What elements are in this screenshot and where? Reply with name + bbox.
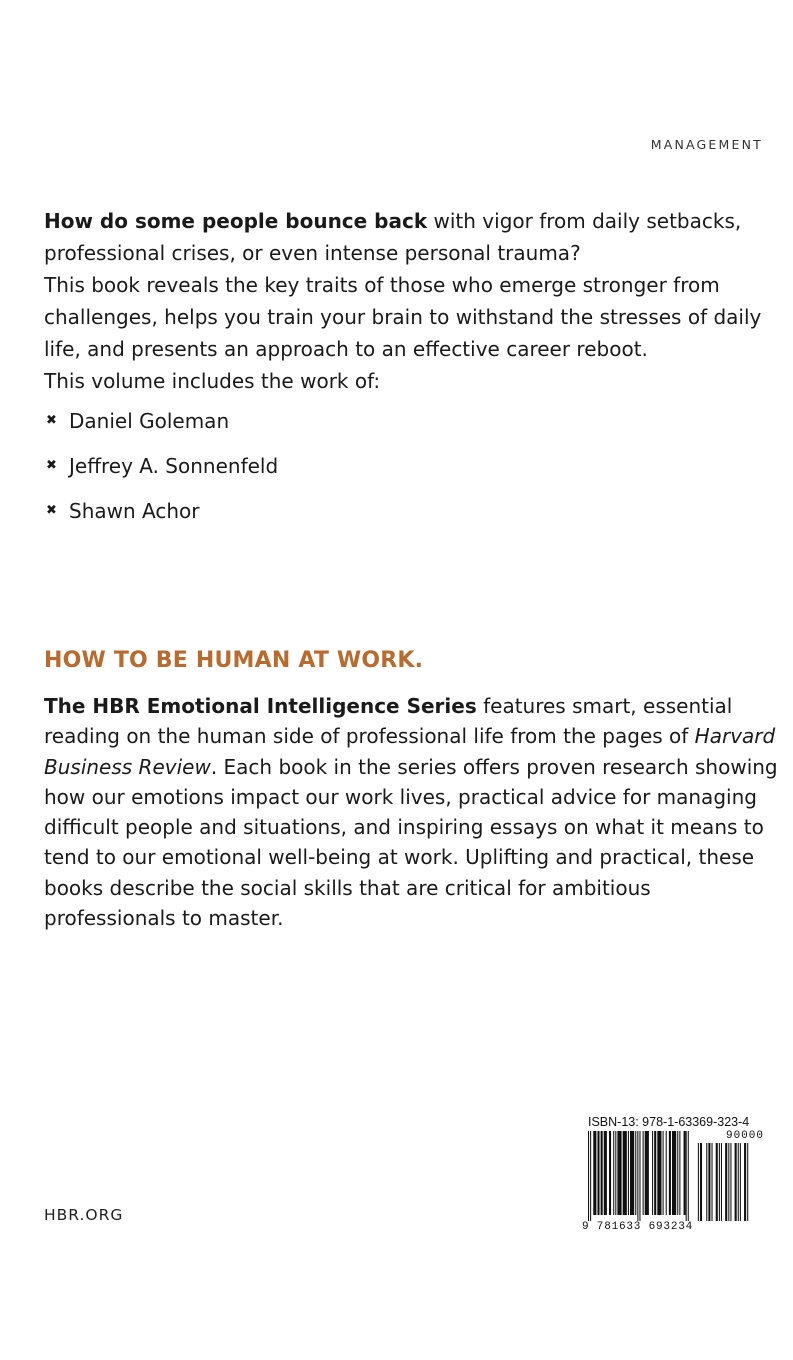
contributors-intro: This volume includes the work of: [44,369,381,393]
barcode-bar [645,1131,649,1215]
barcode-bar [744,1143,746,1221]
barcode-bar [730,1143,731,1221]
list-item [44,405,779,437]
barcode-bar [593,1131,596,1215]
bullet-icon: ✖ [46,413,57,428]
barcode-bar [698,1143,699,1221]
barcode-bar [663,1131,664,1215]
barcode-bar [677,1131,678,1215]
series-name: The HBR Emotional Intelligence Series [44,694,477,718]
barcode-block [582,1115,764,1239]
barcode-bar [672,1131,676,1215]
barcode-bar [588,1131,589,1221]
barcode-bar [657,1131,661,1215]
barcode-bar [712,1143,713,1221]
series-text-before: features smart, essential reading on the human side of professional life from the pages of [44,694,733,749]
bullet-icon: ✖ [46,458,57,473]
barcode-bar [688,1131,689,1221]
barcode-bar [740,1143,741,1221]
list-item [44,495,779,527]
barcode-bar [635,1131,636,1215]
barcode-bar [601,1131,603,1215]
barcode-bar [725,1143,727,1221]
barcode-bar [637,1131,638,1221]
barcode-bar [721,1143,722,1221]
barcode-bar [666,1131,667,1215]
barcode-bar [590,1131,591,1221]
barcode-bar [669,1131,671,1215]
barcode-bar [719,1143,720,1221]
price-code: 90000 [725,1130,764,1142]
barcode-bar [615,1131,616,1215]
barcode-bar [686,1131,687,1221]
barcode-bar [617,1131,621,1215]
isbn-label: ISBN-13: 978-1-63369-323-4 [588,1115,750,1129]
barcode-bar [609,1131,611,1215]
contributor-name: Shawn Achor [69,499,200,523]
description-block [44,205,779,540]
barcode-bar [597,1131,599,1215]
series-description [44,691,779,933]
bullet-icon: ✖ [46,503,57,518]
list-item [44,450,779,482]
barcode-bar [706,1143,707,1221]
barcode-bar [639,1131,640,1221]
lead-paragraph [44,205,779,269]
contributor-name: Jeffrey A. Sonnenfeld [69,454,279,478]
contributor-name: Daniel Goleman [69,409,230,433]
barcode-icon [588,1131,764,1225]
barcode-bar [628,1131,629,1215]
series-heading: HOW TO BE HUMAN AT WORK. [44,648,424,673]
barcode-bar [630,1131,634,1215]
barcode-bar [684,1131,686,1215]
barcode-bar [604,1131,607,1215]
barcode-bar [728,1143,729,1221]
lead-question-bold: How do some people bounce back [44,209,428,233]
barcode-bar [623,1131,627,1215]
contributor-list [44,405,779,527]
lead-question-rest: with vigor from daily setbacks, professional crises, or even intense personal trauma? [44,209,742,265]
summary-paragraph: This book reveals the key traits of those who emerge stronger from challenges, helps you train your brain to withstand the stresses of daily life, and presents an approach to an effective career reboot. [44,273,762,361]
barcode-bar [679,1131,680,1215]
barcode-bar [700,1143,702,1221]
series-text-after: . Each book in the series offers proven research showing how our emotions impact our work lives, practical advice for managing difficult people and situations, and inspiring essays on what it means to tend to our emotional well-being at work. Uplifting and practical, these books describe the social skills that are critical for ambitious professionals to master. [44,754,778,931]
barcode-bar [735,1143,737,1221]
barcode-bar [652,1131,653,1215]
barcode-bar [643,1131,644,1215]
barcode-bar [708,1143,710,1221]
barcode-bar [654,1131,656,1215]
barcode-bar [747,1143,748,1221]
publication-name: Harvard Business Review [44,724,776,779]
barcode-bar [613,1131,614,1215]
ean-digits: 9 781633 693234 [582,1221,694,1233]
category-label: MANAGEMENT [650,137,763,152]
barcode-bar [716,1143,718,1221]
barcode-bar [738,1143,739,1221]
website-link[interactable]: HBR.ORG [44,1206,124,1224]
